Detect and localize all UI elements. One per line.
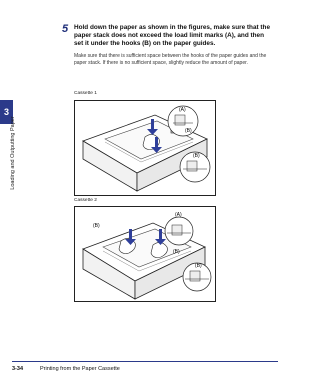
section-title: Printing from the Paper Cassette [40,366,120,372]
figure-2-cassette-2 [74,206,216,302]
callout-a: (A) [175,212,182,218]
cassette-2-illustration [75,207,215,301]
figure-1-cassette-1 [74,100,216,196]
chapter-title-vertical: Loading and Outputting Paper [10,116,16,190]
page-number: 3-34 [12,366,24,372]
chapter-number: 3 [3,107,9,117]
figure-1-caption: Cassette 1 [74,91,97,96]
footer-divider [12,361,278,362]
step-number: 5 [62,23,69,35]
step-title: Hold down the paper as shown in the figures, make sure that the paper stack does not exceed the load limit marks (A), and then set it under the hooks (B) on the paper guides. [74,24,271,47]
cassette-1-illustration [75,101,215,195]
callout-b: (B) [195,263,202,269]
step-description: Make sure that there is sufficient space between the hooks of the paper guides and the paper stack. If there is no sufficient space, slightly reduce the amount of paper. [74,53,267,66]
callout-b: (B) [173,249,180,255]
callout-b: (B) [93,223,100,229]
callout-a: (A) [179,107,186,113]
figure-2-caption: Cassette 2 [74,198,97,203]
callout-b: (B) [193,153,200,159]
callout-b: (B) [185,128,192,134]
